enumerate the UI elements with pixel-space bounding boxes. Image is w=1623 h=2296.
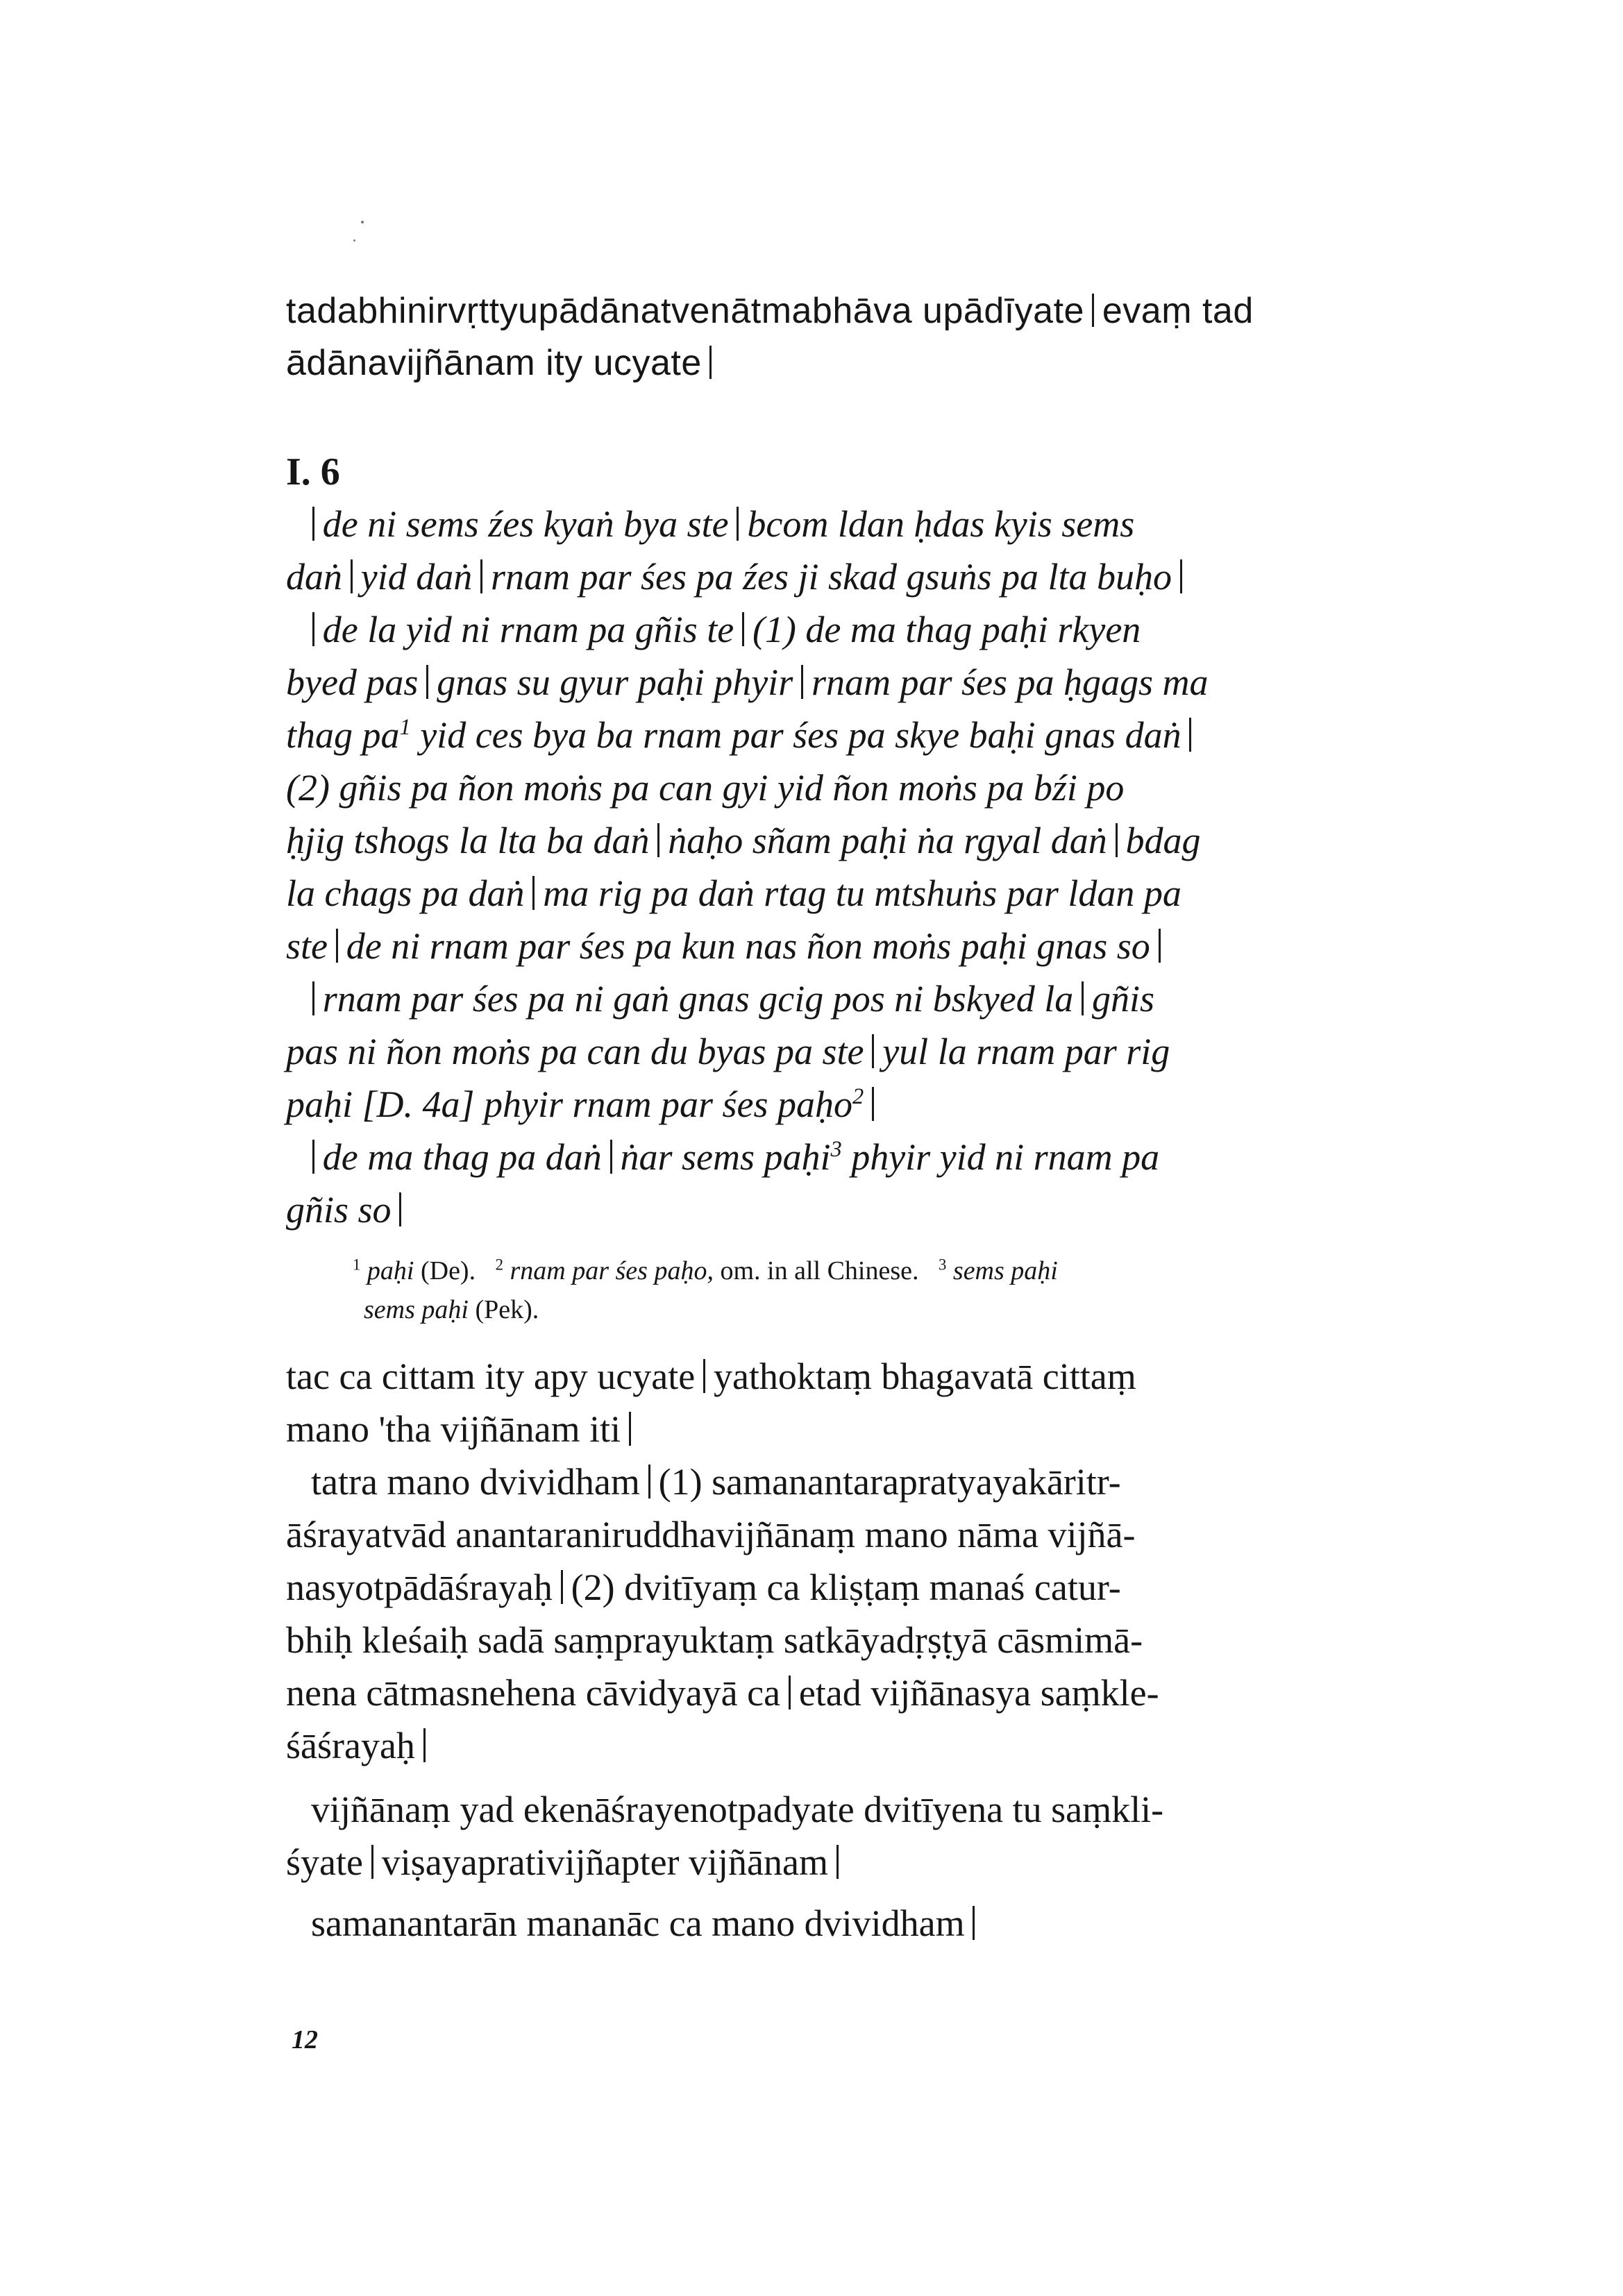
danda-mark — [336, 929, 338, 963]
danda-mark — [351, 559, 353, 594]
danda-mark — [801, 665, 803, 700]
tibetan-line-4: byed pas gnas su gyur paḥi phyir rnam par śes pa ḥgags ma — [286, 661, 1209, 703]
tibetan-line-11: pas ni ñon moṅs pa can du byas pa ste yul la rnam par rig — [286, 1031, 1170, 1072]
sanskrit-bottom-line-7: nena cātmasnehena cāvidyayā ca etad vijñānasya saṃkle- — [286, 1672, 1159, 1714]
danda-mark — [872, 1034, 874, 1069]
section-heading: I. 6 — [286, 450, 340, 493]
sanskrit-bottom-line-1: tac ca cittam ity apy ucyate yathoktaṃ bhagavatā cittaṃ — [286, 1356, 1136, 1397]
danda-mark — [480, 559, 482, 594]
danda-mark — [973, 1906, 975, 1941]
footnote-marker: 2 — [852, 1084, 864, 1109]
danda-mark — [371, 1845, 373, 1880]
tibetan-line-1: de ni sems źes kyaṅ bya ste bcom ldan ḥdas kyis sems — [304, 505, 1134, 543]
danda-mark — [742, 612, 744, 647]
tibetan-line-12: paḥi [D. 4a] phyir rnam par śes paḥo$^2$ — [286, 1086, 882, 1123]
danda-mark — [423, 1728, 426, 1763]
sanskrit-bottom-line-11: samanantarān mananāc ca mano dvividham — [311, 1905, 983, 1942]
danda-mark — [561, 1570, 563, 1605]
danda-mark — [312, 507, 314, 541]
danda-mark — [737, 507, 739, 541]
tibetan-line-2: daṅ yid daṅ rnam par śes pa źes ji skad gsuṅs pa lta buḥo — [286, 558, 1191, 596]
danda-mark — [629, 1412, 631, 1446]
danda-mark — [610, 1140, 612, 1174]
footnotes-line-1: $^1$ paḥi (De). $^2$ rnam par śes paḥo, om. in all Chinese. $^3$ sems paḥi — [353, 1256, 1058, 1285]
danda-mark — [1082, 981, 1084, 1016]
danda-mark — [1159, 929, 1161, 963]
danda-mark — [312, 981, 314, 1016]
danda-mark — [657, 823, 659, 858]
sanskrit-bottom-line-8: śāśrayaḥ — [286, 1727, 434, 1764]
footnotes-line-2: sems paḥi (Pek). — [364, 1295, 539, 1324]
danda-mark — [1116, 823, 1118, 858]
sanskrit-bottom-line-2: mano 'tha vijñānam iti — [286, 1410, 639, 1448]
sanskrit-bottom-line-6: bhiḥ kleśaiḥ sadā saṃprayuktaṃ satkāyadṛṣṭyā cāsmimā- — [286, 1619, 1143, 1661]
danda-mark — [532, 876, 535, 911]
tibetan-line-7: ḥjig tshogs la lta ba daṅ ṅaḥo sñam paḥi ṅa rgyal daṅ bdag — [286, 820, 1201, 861]
danda-mark — [1092, 294, 1094, 327]
sanskrit-bottom-line-10: śyate viṣayaprativijñapter vijñānam — [286, 1843, 847, 1881]
sanskrit-top-line-1: tadabhinirvṛttyupādānatvenātmabhāva upādīyate evaṃ tad — [286, 291, 1254, 331]
danda-mark — [1189, 718, 1191, 752]
tibetan-line-13: de ma thag pa daṅ ṅar sems paḥi$^3$ phyir yid ni rnam pa — [304, 1138, 1159, 1176]
danda-mark — [1180, 559, 1182, 594]
sanskrit-top-line-2: ādānavijñānam ity ucyate — [286, 345, 720, 381]
tibetan-line-9: ste de ni rnam par śes pa kun nas ñon moṅs paḥi gnas so — [286, 927, 1169, 965]
danda-mark — [312, 612, 314, 647]
tibetan-line-8: la chags pa daṅ ma rig pa daṅ rtag tu mtshuṅs par ldan pa — [286, 872, 1181, 914]
tibetan-line-5: thag $pa^1$ yid ces bya ba rnam par śes pa skye baḥi gnas daṅ — [286, 716, 1200, 754]
footnote-marker: 3 — [830, 1137, 842, 1162]
sanskrit-bottom-line-4: āśrayatvād anantaraniruddhavijñānaṃ mano nāma vijñā- — [286, 1514, 1136, 1555]
sanskrit-bottom-line-3: tatra mano dvividham (1) samanantarapratyayakāritr- — [311, 1461, 1121, 1503]
danda-mark — [312, 1140, 314, 1174]
danda-mark — [426, 665, 428, 700]
danda-mark — [648, 1464, 650, 1499]
tibetan-line-3: de la yid ni rnam pa gñis te (1) de ma thag paḥi rkyen — [304, 611, 1141, 648]
scan-speck — [353, 239, 355, 242]
tibetan-line-10: rnam par śes pa ni gaṅ gnas gcig pos ni bskyed la gñis — [304, 980, 1154, 1018]
tibetan-line-6: (2) gñis pa ñon moṅs pa can gyi yid ñon moṅs pa bźi po — [286, 767, 1125, 809]
sanskrit-bottom-line-5: nasyotpādāśrayaḥ (2) dvitīyaṃ ca kliṣṭaṃ manaś catur- — [286, 1567, 1121, 1608]
page-number: 12 — [292, 2025, 318, 2054]
danda-mark — [789, 1675, 791, 1710]
sanskrit-bottom-line-9: vijñānaṃ yad ekenāśrayenotpadyate dvitīyena tu saṃkli- — [311, 1789, 1164, 1830]
danda-mark — [399, 1192, 401, 1227]
footnote-marker: 1 — [399, 715, 411, 740]
tibetan-line-14: gñis so — [286, 1191, 410, 1229]
danda-mark — [872, 1087, 874, 1122]
scan-speck — [361, 221, 364, 223]
danda-mark — [709, 346, 712, 379]
danda-mark — [836, 1845, 839, 1880]
danda-mark — [703, 1359, 705, 1394]
